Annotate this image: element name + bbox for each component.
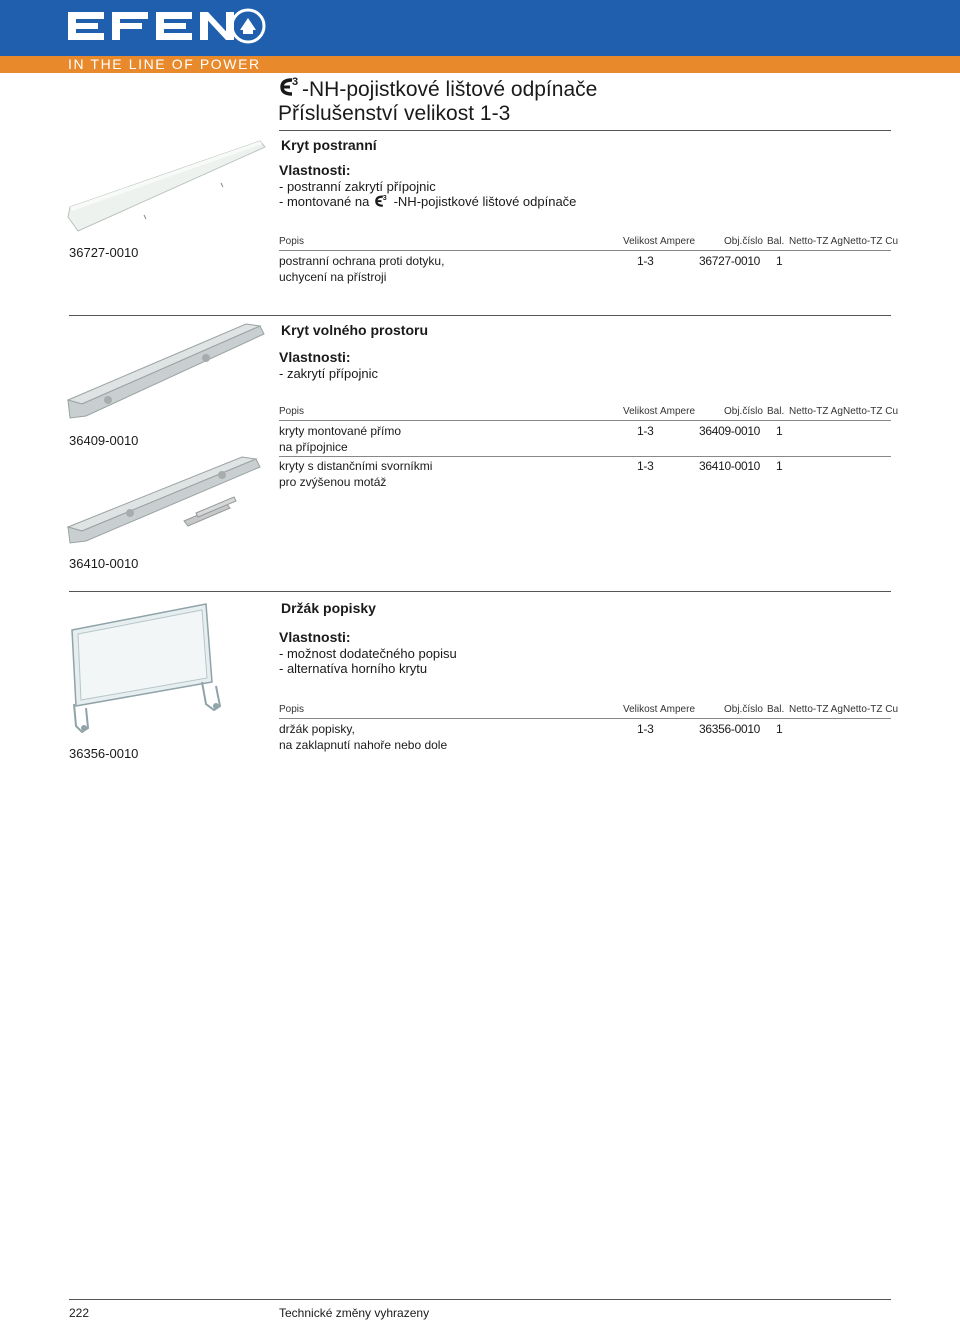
efen-logo — [66, 4, 266, 48]
col-obj-cislo: Obj.číslo — [724, 704, 763, 715]
footer-note: Technické změny vyhrazeny — [279, 1306, 430, 1320]
page-number: 222 — [69, 1306, 90, 1320]
col-netto-ag: Netto-TZ Ag — [789, 406, 843, 417]
section-divider — [69, 591, 891, 592]
row-description-2: pro zvýšenou motáž — [279, 475, 387, 489]
col-netto-cu: Netto-TZ Cu — [843, 704, 899, 715]
row-pack: 1 — [776, 424, 783, 438]
image-code: 36409-0010 — [69, 433, 139, 448]
row-pack: 1 — [776, 254, 783, 268]
col-ampere: Ampere — [660, 406, 696, 417]
section-divider — [279, 130, 891, 131]
row-order-number: 36410-0010 — [699, 459, 761, 473]
table-header — [279, 704, 899, 716]
col-netto-cu: Netto-TZ Cu — [843, 406, 899, 417]
properties-label: Vlastnosti: — [279, 349, 351, 365]
row-size: 1-3 — [637, 424, 654, 438]
col-ampere: Ampere — [660, 236, 696, 247]
table-header — [279, 236, 899, 248]
row-size: 1-3 — [637, 722, 654, 736]
row-description-2: uchycení na přístroji — [279, 270, 387, 284]
col-ampere: Ampere — [660, 704, 696, 715]
col-velikost: Velikost — [623, 704, 658, 715]
property-item — [279, 194, 576, 209]
property-item: - alternatíva horního krytu — [279, 661, 428, 676]
e3-logo-icon — [373, 194, 390, 207]
svg-text:3: 3 — [382, 194, 387, 202]
header-bar — [0, 0, 960, 56]
image-code: 36410-0010 — [69, 556, 139, 571]
property-item-text: -NH-pojistkové lištové odpínače — [393, 194, 577, 209]
properties-block — [279, 350, 378, 381]
table-row-rule — [279, 456, 891, 457]
side-cover-image — [66, 135, 266, 235]
col-netto-ag: Netto-TZ Ag — [789, 704, 843, 715]
property-item: - možnost dodatečného popisu — [279, 646, 457, 661]
table-header-rule — [279, 250, 891, 251]
property-item: - zakrytí přípojnic — [279, 366, 378, 381]
properties-block — [279, 163, 576, 209]
property-item: - postranní zakrytí přípojnic — [279, 179, 436, 194]
properties-block — [279, 630, 457, 676]
col-bal: Bal. — [767, 236, 785, 247]
col-popis: Popis — [279, 406, 305, 417]
table-header-rule — [279, 420, 891, 421]
row-order-number: 36409-0010 — [699, 424, 761, 438]
image-code: 36727-0010 — [69, 245, 139, 260]
page-title — [278, 76, 597, 126]
col-velikost: Velikost — [623, 236, 658, 247]
footer-divider — [69, 1299, 891, 1300]
col-netto-cu: Netto-TZ Cu — [843, 236, 899, 247]
col-velikost: Velikost — [623, 406, 658, 417]
row-size: 1-3 — [637, 254, 654, 268]
page-title-line1: -NH-pojistkové lištové odpínače — [302, 78, 598, 101]
row-description: postranní ochrana proti dotyku, — [279, 254, 445, 268]
section-divider — [69, 315, 891, 316]
table-header-rule — [279, 718, 891, 719]
busbar-cover-image — [66, 320, 266, 420]
row-description-2: na zaklapnutí nahoře nebo dole — [279, 738, 448, 752]
row-description: kryty s distančními svorníkmi — [279, 459, 433, 473]
property-item-text: - montované na — [279, 194, 370, 209]
col-popis: Popis — [279, 704, 305, 715]
row-pack: 1 — [776, 722, 783, 736]
tagline: IN THE LINE OF POWER — [68, 56, 261, 72]
properties-label: Vlastnosti: — [279, 629, 351, 645]
section-title: Kryt postranní — [281, 137, 377, 153]
col-netto-ag: Netto-TZ Ag — [789, 236, 843, 247]
row-pack: 1 — [776, 459, 783, 473]
section-title: Držák popisky — [281, 600, 376, 616]
row-size: 1-3 — [637, 459, 654, 473]
page-title-line2: Příslušenství velikost 1-3 — [278, 102, 511, 125]
properties-label: Vlastnosti: — [279, 162, 351, 178]
col-popis: Popis — [279, 236, 305, 247]
col-bal: Bal. — [767, 704, 785, 715]
e3-logo-icon — [278, 76, 302, 96]
row-order-number: 36727-0010 — [699, 254, 761, 268]
row-description: držák popisky, — [279, 722, 355, 736]
svg-text:3: 3 — [292, 76, 299, 88]
table-header — [279, 406, 899, 418]
image-code: 36356-0010 — [69, 746, 139, 761]
label-holder-image — [66, 600, 226, 740]
col-bal: Bal. — [767, 406, 785, 417]
busbar-cover-spacers-image — [66, 455, 266, 545]
row-description-2: na přípojnice — [279, 440, 348, 454]
row-order-number: 36356-0010 — [699, 722, 761, 736]
col-obj-cislo: Obj.číslo — [724, 236, 763, 247]
row-description: kryty montované přímo — [279, 424, 402, 438]
section-title: Kryt volného prostoru — [281, 322, 429, 338]
col-obj-cislo: Obj.číslo — [724, 406, 763, 417]
